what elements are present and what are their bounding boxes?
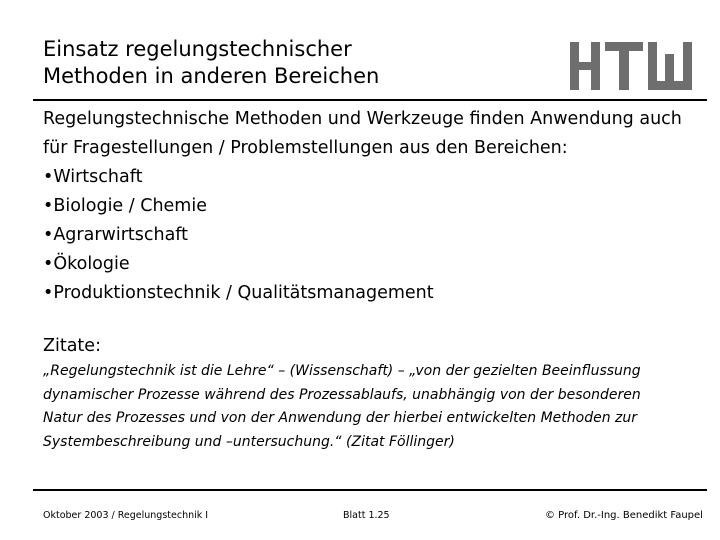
title-divider xyxy=(33,99,707,101)
slide-title-line-1: Einsatz regelungstechnischer xyxy=(43,37,352,61)
bullet-item: •Agrarwirtschaft xyxy=(43,225,189,245)
slide-title-line-2: Methoden in anderen Bereichen xyxy=(43,64,380,88)
intro-line-2: für Fragestellungen / Problemstellungen aus den Bereichen: xyxy=(43,138,568,158)
body-text xyxy=(43,105,713,308)
bullet-item: •Ökologie xyxy=(43,254,130,274)
quote-line: „Regelungstechnik ist die Lehre“ – (Wissenschaft) – „von der gezielten Beeinflussung xyxy=(43,363,641,379)
quote-block xyxy=(43,360,703,454)
footer-divider xyxy=(33,489,707,491)
slide-title xyxy=(43,36,379,90)
footer-page-number: Blatt 1.25 xyxy=(343,510,390,521)
quote-line: Natur des Prozesses und von der Anwendung der hierbei entwickelten Methoden zur xyxy=(43,410,638,426)
footer-date-course: Oktober 2003 / Regelungstechnik I xyxy=(43,510,209,521)
footer-author: © Prof. Dr.-Ing. Benedikt Faupel xyxy=(545,510,703,521)
htw-logo xyxy=(570,42,692,90)
quote-line: dynamischer Prozesse während des Prozessablaufs, unabhängig von der besonderen xyxy=(43,386,641,403)
quote-line: Systembeschreibung und –untersuchung.“ (Zitat Föllinger) xyxy=(43,433,455,450)
zitate-label: Zitate: xyxy=(43,336,101,356)
bullet-item: •Wirtschaft xyxy=(43,167,143,187)
intro-line-1: Regelungstechnische Methoden und Werkzeuge finden Anwendung auch xyxy=(43,109,682,129)
bullet-item: •Produktionstechnik / Qualitätsmanagement xyxy=(43,283,434,303)
bullet-item: •Biologie / Chemie xyxy=(43,196,207,216)
